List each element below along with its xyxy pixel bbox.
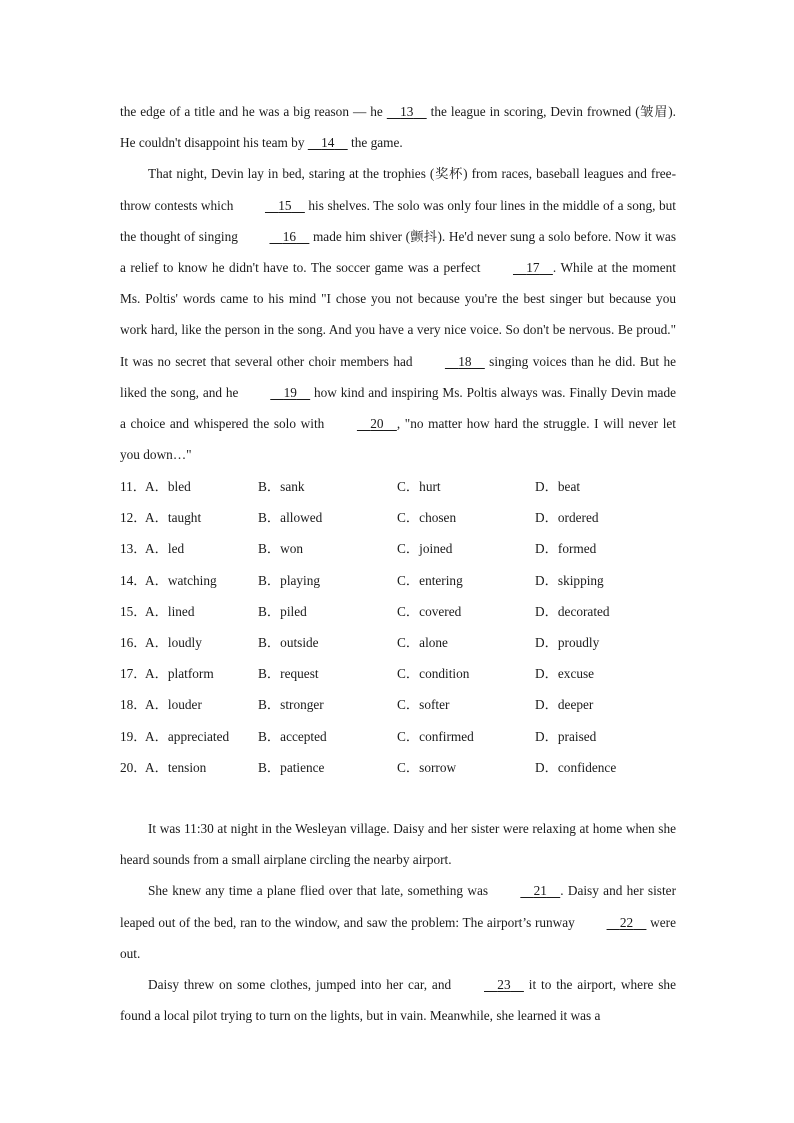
option-a: A．bled	[145, 479, 191, 494]
option-c: C．softer	[397, 697, 450, 713]
option-c: C．confirmed	[397, 728, 474, 744]
question-row	[120, 752, 700, 783]
passage-1	[120, 96, 676, 470]
option-b: B．piled	[258, 603, 307, 619]
paragraph-text: were out.	[120, 914, 676, 961]
option-d: D．decorated	[535, 603, 610, 619]
answer-blank-15: 15	[278, 197, 292, 213]
option-a: A．platform	[145, 666, 214, 682]
option-c: C．covered	[397, 603, 462, 619]
question-number: 14．	[120, 572, 147, 588]
option-a: A．appreciated	[145, 728, 230, 744]
paragraph-text: . While at the moment Ms. Poltis' words came to his mind "I chose you not because you're the best singer but because you work hard, like the person in the song. And you have a very nice voice. So don't be nervous. Be proud." It was no secret that several other choir members had	[120, 260, 676, 369]
option-b: B．sank	[258, 479, 305, 494]
option-c: C．alone	[397, 634, 448, 650]
question-row	[120, 627, 700, 658]
option-a: A．led	[145, 541, 185, 557]
question-number: 16．	[120, 634, 147, 650]
option-a: A．loudly	[145, 634, 202, 650]
option-b: B．playing	[258, 572, 321, 588]
paragraph-text: , "no matter how hard the struggle. I will never let you down…"	[120, 416, 677, 463]
option-b: B．request	[258, 666, 319, 682]
option-a: A．tension	[145, 759, 207, 775]
option-b: B．outside	[258, 634, 319, 650]
question-number: 19．	[120, 728, 147, 744]
question-number: 18．	[120, 697, 147, 713]
paragraph-text: the league in scoring, Devin frowned (皱眉). He couldn't disappoint his team by	[120, 104, 676, 151]
option-a: A．watching	[145, 572, 217, 588]
paragraph-text: the game.	[347, 135, 403, 151]
option-c: C．chosen	[397, 510, 457, 526]
answer-blank-13: 13	[400, 104, 414, 119]
answer-blank-16: 16	[282, 228, 297, 244]
paragraph-text: it to the airport, where she found a local pilot trying to turn on the lights, but in vain. Meanwhile, she learned it was a	[120, 977, 676, 1024]
option-d: D．deeper	[535, 697, 594, 713]
question-row	[120, 502, 700, 533]
paragraph-text: how kind and inspiring Ms. Poltis always was. Finally Devin made a choice and whispered the solo with	[120, 384, 676, 432]
option-d: D．proudly	[535, 634, 600, 650]
passage-2	[120, 813, 676, 1031]
option-b: B．allowed	[258, 510, 323, 526]
answer-options	[120, 471, 700, 783]
question-row	[120, 565, 700, 596]
option-d: D．ordered	[535, 510, 599, 526]
option-b: B．patience	[258, 759, 325, 775]
question-row	[120, 689, 700, 720]
question-number: 11．	[120, 479, 147, 494]
answer-blank-20: 20	[370, 416, 384, 432]
paragraph-text: She knew any time a plane flied over that late, something was	[148, 883, 493, 899]
paragraph-text: Daisy threw on some clothes, jumped into her car, and	[148, 977, 456, 993]
answer-blank-23: 23	[497, 977, 511, 993]
option-d: D．confidence	[535, 759, 617, 775]
option-d: D．beat	[535, 479, 581, 494]
option-b: B．stronger	[258, 697, 324, 713]
option-a: A．louder	[145, 697, 202, 713]
paragraph-text: That night, Devin lay in bed, staring at the trophies (奖杯) from races, baseball leagues and free-throw contests which	[120, 166, 676, 213]
answer-blank-21: 21	[533, 883, 547, 899]
paragraph-text: made him shiver (颤抖). He'd never sung a solo before. Now it was a relief to know he didn't have to. The soccer game was a perfect	[120, 228, 677, 276]
paragraph-text: singing voices than he did. But he liked the song, and he	[120, 353, 677, 400]
paragraph-text: . Daisy and her sister leaped out of the bed, ran to the window, and saw the problem: The airport’s runway	[120, 883, 677, 930]
answer-blank-17: 17	[526, 260, 540, 276]
paragraph	[120, 969, 676, 1031]
option-a: A．lined	[145, 603, 195, 619]
paragraph	[120, 875, 676, 969]
paragraph-text: his shelves. The solo was only four lines in the middle of a song, but the thought of singing	[120, 197, 676, 244]
option-a: A．taught	[145, 510, 202, 526]
option-d: D．excuse	[535, 666, 595, 682]
option-c: C．sorrow	[397, 759, 457, 775]
question-number: 20．	[120, 759, 147, 775]
option-b: B．won	[258, 541, 304, 557]
paragraph	[120, 813, 676, 875]
option-c: C．entering	[397, 572, 463, 588]
question-row	[120, 721, 700, 752]
question-number: 12．	[120, 510, 147, 526]
paragraph-text: It was 11:30 at night in the Wesleyan village. Daisy and her sister were relaxing at home when she heard sounds from a small airplane circling the nearby airport.	[120, 821, 676, 868]
option-d: D．skipping	[535, 572, 604, 588]
answer-blank-14: 14	[321, 135, 335, 151]
answer-blank-18: 18	[458, 353, 472, 369]
answer-blank-19: 19	[283, 384, 297, 400]
question-row	[120, 533, 700, 564]
question-number: 13．	[120, 541, 147, 557]
question-number: 17．	[120, 666, 147, 682]
option-c: C．joined	[397, 541, 453, 557]
question-number: 15．	[120, 603, 147, 619]
paragraph	[120, 158, 676, 470]
answer-blank-22: 22	[619, 914, 634, 930]
question-row	[120, 471, 700, 502]
option-c: C．condition	[397, 666, 470, 682]
option-d: D．formed	[535, 541, 597, 557]
question-row	[120, 596, 700, 627]
option-b: B．accepted	[258, 728, 327, 744]
paragraph	[120, 96, 676, 158]
option-d: D．praised	[535, 728, 597, 744]
question-row	[120, 658, 700, 689]
paragraph-text: the edge of a title and he was a big reason — he	[120, 104, 387, 119]
option-c: C．hurt	[397, 479, 441, 494]
